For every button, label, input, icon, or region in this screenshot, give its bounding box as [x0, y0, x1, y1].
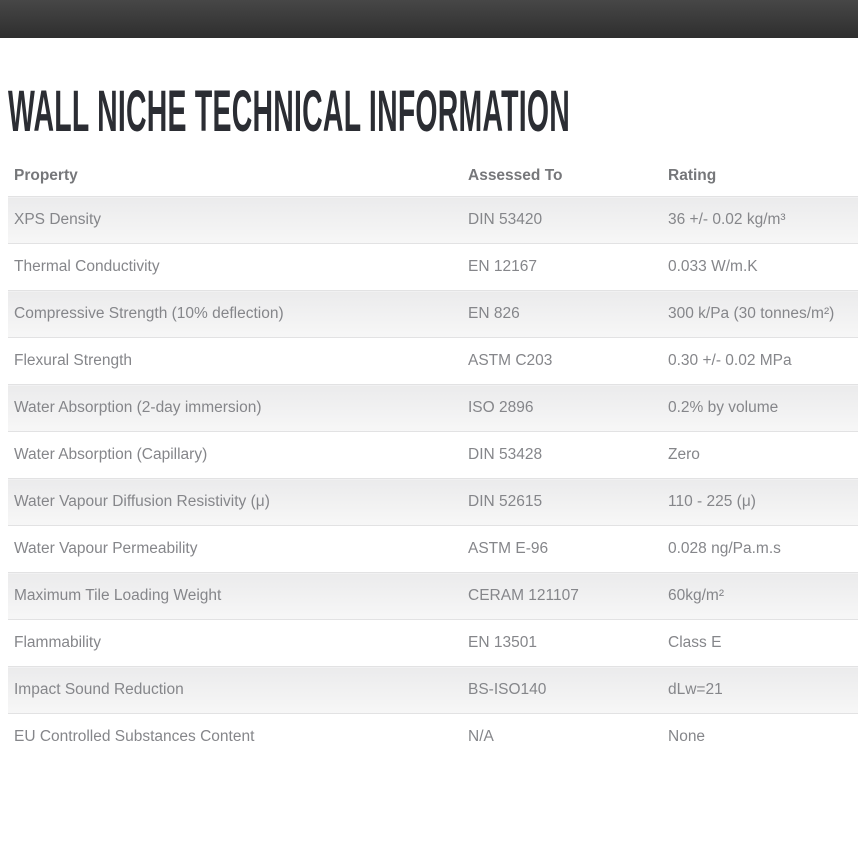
rating-cell: 0.2% by volume: [668, 385, 858, 432]
assessed-to-cell: DIN 53428: [468, 432, 668, 479]
rating-cell: None: [668, 714, 858, 761]
rating-cell: 0.033 W/m.K: [668, 244, 858, 291]
table-row: [8, 197, 858, 244]
table-row: [8, 432, 858, 479]
top-bar: [0, 0, 858, 38]
page-title: [8, 79, 858, 144]
table-row: [8, 291, 858, 338]
table-row: [8, 244, 858, 291]
rating-cell: Class E: [668, 620, 858, 667]
table-header: [8, 156, 858, 197]
table-row: [8, 526, 858, 573]
assessed-to-cell: EN 13501: [468, 620, 668, 667]
assessed-to-cell: DIN 53420: [468, 197, 668, 244]
technical-info-table: [8, 156, 858, 760]
property-cell: Flexural Strength: [8, 338, 468, 385]
property-cell: Compressive Strength (10% deflection): [8, 291, 468, 338]
assessed-to-cell: ISO 2896: [468, 385, 668, 432]
rating-cell: 60kg/m²: [668, 573, 858, 620]
assessed-to-cell: N/A: [468, 714, 668, 761]
assessed-to-cell: ASTM C203: [468, 338, 668, 385]
property-cell: Maximum Tile Loading Weight: [8, 573, 468, 620]
table-row: [8, 385, 858, 432]
assessed-to-cell: DIN 52615: [468, 479, 668, 526]
property-cell: EU Controlled Substances Content: [8, 714, 468, 761]
page-title-text: WALL NICHE TECHNICAL INFORMATION: [8, 79, 571, 144]
assessed-to-cell: BS-ISO140: [468, 667, 668, 714]
table-row: [8, 573, 858, 620]
rating-cell: 110 - 225 (μ): [668, 479, 858, 526]
table-row: [8, 620, 858, 667]
property-cell: Water Vapour Diffusion Resistivity (μ): [8, 479, 468, 526]
assessed-to-cell: CERAM 121107: [468, 573, 668, 620]
table-row: [8, 667, 858, 714]
rating-cell: Zero: [668, 432, 858, 479]
column-header-assessed-to: Assessed To: [468, 167, 563, 184]
property-cell: Water Absorption (Capillary): [8, 432, 468, 479]
assessed-to-cell: ASTM E-96: [468, 526, 668, 573]
rating-cell: dLw=21: [668, 667, 858, 714]
table-header-row: [8, 156, 858, 197]
property-cell: Thermal Conductivity: [8, 244, 468, 291]
property-cell: Impact Sound Reduction: [8, 667, 468, 714]
rating-cell: 0.028 ng/Pa.m.s: [668, 526, 858, 573]
property-cell: Water Absorption (2-day immersion): [8, 385, 468, 432]
rating-cell: 36 +/- 0.02 kg/m³: [668, 197, 858, 244]
table-body: [8, 197, 858, 761]
table-row: [8, 479, 858, 526]
assessed-to-cell: EN 12167: [468, 244, 668, 291]
column-header-rating: Rating: [668, 167, 717, 184]
property-cell: XPS Density: [8, 197, 468, 244]
assessed-to-cell: EN 826: [468, 291, 668, 338]
property-cell: Water Vapour Permeability: [8, 526, 468, 573]
property-cell: Flammability: [8, 620, 468, 667]
rating-cell: 300 k/Pa (30 tonnes/m²): [668, 291, 858, 338]
table-row: [8, 714, 858, 761]
column-header-property: Property: [14, 167, 78, 184]
rating-cell: 0.30 +/- 0.02 MPa: [668, 338, 858, 385]
table-row: [8, 338, 858, 385]
